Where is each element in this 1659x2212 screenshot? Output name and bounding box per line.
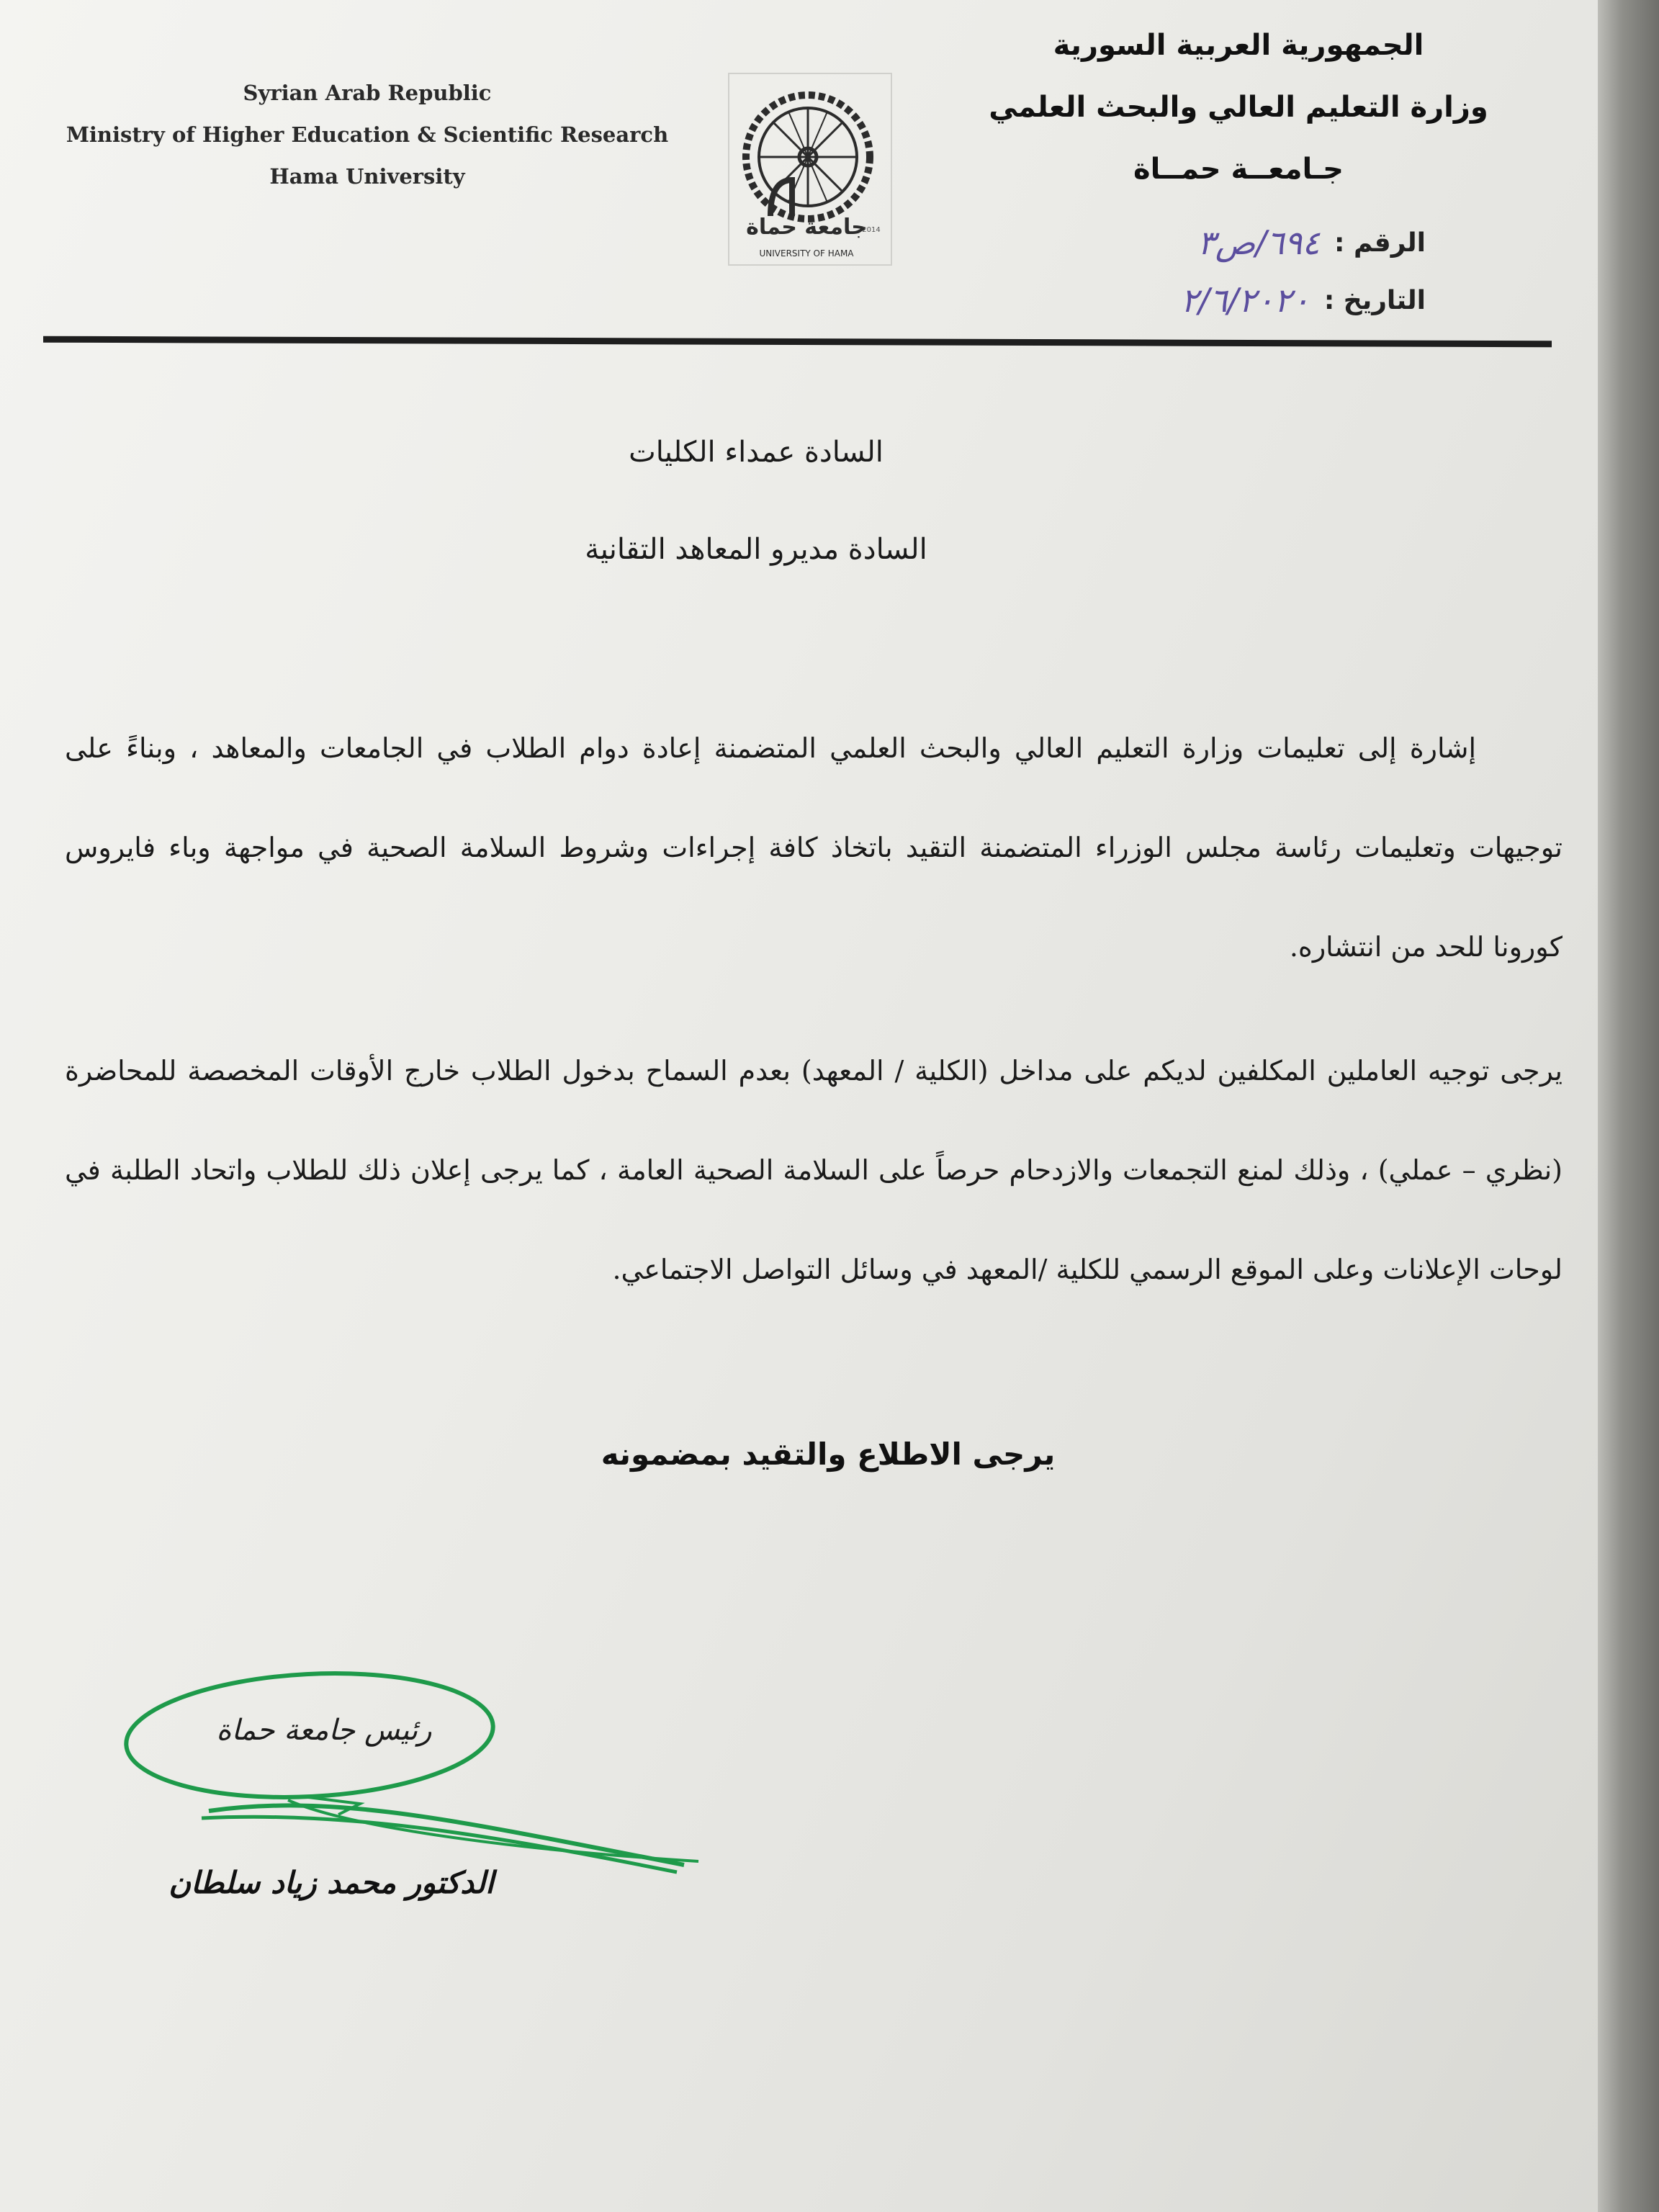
header-arabic <box>979 14 1498 200</box>
signatory-title: رئيس جامعة حماة <box>216 1714 432 1747</box>
logo-year: 2014 <box>862 226 881 234</box>
body-paragraph-1: إشارة إلى تعليمات وزارة التعليم العالي والبحث العلمي المتضمنة إعادة دوام الطلاب في الجامعات والمعاهد ، وبناءً على توجيهات وتعليمات رئاسة مجلس الوزراء المتضمنة التقيد باتخاذ كافة إجراءات وشروط السلامة الصحية في مواجهة وباء فايروس كورونا للحد من انتشاره. <box>65 732 1563 963</box>
signatory-name: الدكتور محمد زياد سلطان <box>168 1865 494 1900</box>
signature-stamp-icon <box>122 1656 713 1894</box>
logo-arabic-text: جامعة حماة <box>746 215 867 240</box>
header-en-ministry: Ministry of Higher Education & Scientific Research <box>66 122 669 147</box>
reference-number-value: ٦٩٤/ص٣ <box>1197 223 1321 262</box>
header-en-country: Syrian Arab Republic <box>243 81 492 105</box>
header-ar-university: جـامعــة حمــاة <box>1133 153 1344 186</box>
reference-number-label: الرقم : <box>1334 228 1426 258</box>
closing-line: يرجى الاطلاع والتقيد بمضمونه <box>601 1437 1056 1472</box>
body-paragraph-2: يرجى توجيه العاملين المكلفين لديكم على مداخل (الكلية / المعهد) بعدم السماح بدخول الطلاب خارج الأوقات المخصصة للمحاضرة (نظري – عملي) ، وذلك لمنع التجمعات والازدحام حرصاً على السلامة الصحية العامة ، كما يرجى إعلان ذلك للطلاب واتحاد الطلبة في لوحات الإعلانات وعلى الموقع الرسمي للكلية /المعهد في وسائل التواصل الاجتماعي. <box>65 1055 1563 1285</box>
header-ar-country: الجمهورية العربية السورية <box>1053 29 1424 62</box>
reference-number-row <box>994 223 1426 262</box>
reference-date-row <box>994 281 1426 320</box>
header-divider <box>43 336 1552 348</box>
background-surface <box>1598 0 1659 2212</box>
header-en-university: Hama University <box>269 164 465 189</box>
header-english <box>43 72 691 197</box>
reference-date-value: ٢/٦/٢٠٢٠ <box>1180 281 1310 320</box>
logo-english-text: UNIVERSITY OF HAMA <box>759 248 854 258</box>
university-logo <box>727 72 893 266</box>
header-ar-ministry: وزارة التعليم العالي والبحث العلمي <box>989 91 1488 124</box>
reference-date-label: التاريخ : <box>1323 285 1426 315</box>
recipient-deans: السادة عمداء الكليات <box>629 436 884 469</box>
recipient-directors: السادة مديرو المعاهد التقانية <box>585 533 927 566</box>
